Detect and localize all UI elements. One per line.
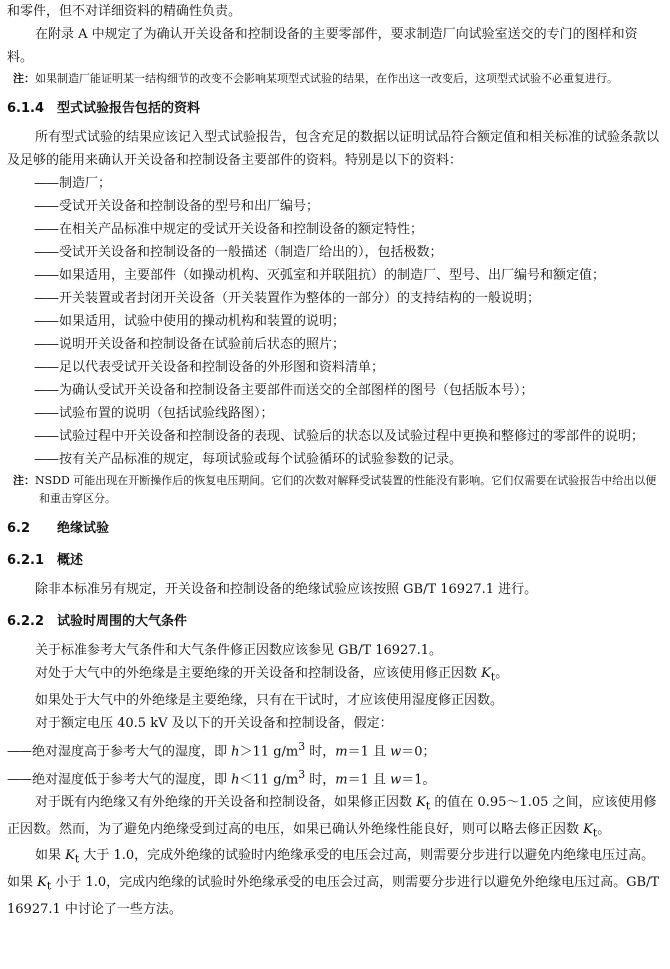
paragraph: 关于标准参考大气条件和大气条件修正因数应该参见 GB/T 16927.1。 bbox=[35, 643, 443, 658]
report-item: —— 试验过程中开关设备和控制设备的表现、试验后的状态以及试验过程中更换和整修过的零部件的说明； bbox=[34, 425, 660, 448]
text: 如果 bbox=[35, 848, 66, 864]
paragraph: 所有型式试验的结果应该记入型式试验报告，包含充足的数据以证明试品符合额定值和相关标准的试验条款以及足够的能用来确认开关设备和控制设备主要部件的资料。特别是以下的资料： bbox=[7, 130, 660, 168]
note-text: 如果制造厂能证明某一结构细节的改变不会影响某项型式试验的结果，在作出这一改变后，这项型式试验不必重复进行。 bbox=[35, 72, 618, 85]
paragraph: 如果处于大气中的外绝缘是主要绝缘，只有在干试时，才应该使用湿度修正因数。 bbox=[35, 692, 504, 708]
report-item: —— 为确认受试开关设备和控制设备主要部件而送交的全部图样的图号（包括版本号）； bbox=[34, 379, 660, 402]
paragraph bbox=[7, 791, 660, 844]
paragraph: 在附录 A 中规定了为确认开关设备和控制设备的主要零部件，要求制造厂向试验室送交的专门的图样和资料。 bbox=[7, 27, 638, 65]
note bbox=[7, 70, 660, 88]
section-number: 6.1.4 bbox=[7, 101, 45, 116]
text: 时， bbox=[305, 772, 336, 788]
paragraph bbox=[7, 844, 660, 920]
report-items-list bbox=[7, 172, 660, 471]
section-number: 6.2.2 bbox=[7, 614, 45, 629]
text: 大于 1.0，完成外绝缘的试验时内绝缘承受的电压会过高，则需要分步进行以避免内绝缘电压过高。如果 bbox=[7, 848, 655, 891]
condition-item bbox=[7, 735, 660, 763]
text: 绝对湿度低于参考大气的湿度，即 bbox=[32, 772, 232, 788]
section-number: 6.2 bbox=[7, 521, 31, 536]
symbol: w bbox=[390, 772, 402, 788]
paragraph: 除非本标准另有规定，开关设备和控制设备的绝缘试验应该按照 GB/T 16927.1 进行。 bbox=[35, 582, 538, 597]
text: 时， bbox=[305, 743, 336, 759]
symbol: K bbox=[65, 848, 75, 864]
note-text: NSDD 可能出现在开断操作后的恢复电压期间。它们的次数对解释受试装置的性能没有影响。它们仅需要在试验报告中给出以便和重击穿区分。 bbox=[35, 474, 657, 505]
text: ＝1。 bbox=[401, 772, 436, 788]
paragraph bbox=[7, 662, 660, 689]
text: ＝0； bbox=[401, 743, 436, 759]
subscript: t bbox=[46, 879, 52, 893]
note bbox=[7, 472, 660, 508]
report-item: —— 如果适用，主要部件（如操动机构、灭弧室和并联阻抗）的制造厂、型号、出厂编号和额定值； bbox=[34, 264, 660, 287]
condition-item bbox=[7, 763, 660, 791]
section-heading-6-2-1 bbox=[7, 549, 660, 572]
report-item: —— 受试开关设备和控制设备的一般描述（制造厂给出的），包括极数； bbox=[34, 241, 660, 264]
section-title: 绝缘试验 bbox=[57, 521, 110, 536]
text: ＜11 g/m bbox=[239, 772, 299, 788]
section-title: 概述 bbox=[57, 553, 84, 568]
text: 。 bbox=[495, 666, 509, 681]
paragraph: 和零件，但不对详细资料的精确性负责。 bbox=[7, 4, 242, 19]
section-heading-6-2-2 bbox=[7, 610, 660, 633]
subscript: t bbox=[592, 826, 598, 840]
symbol: K bbox=[416, 795, 426, 811]
report-item: —— 足以代表受试开关设备和控制设备的外形图和资料清单； bbox=[34, 356, 660, 379]
paragraph: 对于额定电压 40.5 kV 及以下的开关设备和控制设备，假定： bbox=[35, 715, 393, 731]
superscript: 3 bbox=[298, 739, 306, 753]
text: 对于既有内绝缘又有外绝缘的开关设备和控制设备，如果修正因数 bbox=[35, 795, 417, 811]
symbol: h bbox=[231, 772, 240, 788]
text: ＝1 且 bbox=[347, 772, 391, 788]
text: 对处于大气中的外绝缘是主要绝缘的开关设备和控制设备，应该使用修正因数 bbox=[35, 666, 482, 681]
report-item: —— 开关装置或者封闭开关设备（开关装置作为整体的一部分）的支持结构的一般说明； bbox=[34, 287, 660, 310]
report-item: —— 如果适用，试验中使用的操动机构和装置的说明； bbox=[34, 310, 660, 333]
superscript: 3 bbox=[298, 767, 306, 781]
symbol: K bbox=[583, 821, 593, 837]
report-item: —— 在相关产品标准中规定的受试开关设备和控制设备的额定特性； bbox=[34, 218, 660, 241]
text: 的值在 0.95～1.05 之间，应该使用修正因数。然而，为了避免内绝缘受到过高的电压，如果已确认外绝缘性能良好，则可以略去修正因数 bbox=[7, 795, 657, 837]
text: 。 bbox=[597, 821, 611, 837]
section-title: 型式试验报告包括的资料 bbox=[57, 101, 201, 116]
condition-list bbox=[7, 735, 660, 792]
section-number: 6.2.1 bbox=[7, 553, 45, 568]
symbol: m bbox=[335, 743, 348, 759]
note-label: 注： bbox=[13, 72, 35, 85]
symbol: h bbox=[231, 743, 240, 759]
report-item: —— 受试开关设备和控制设备的型号和出厂编号； bbox=[34, 195, 660, 218]
section-heading-6-2 bbox=[7, 517, 660, 540]
text: 小于 1.0，完成内绝缘的试验时外绝缘承受的电压会过高，则需要分步进行以避免外绝缘电压过高。GB/T 16927.1 中讨论了一些方法。 bbox=[7, 875, 660, 917]
subscript: t bbox=[425, 799, 431, 813]
text: 绝对湿度高于参考大气的湿度，即 bbox=[32, 743, 232, 759]
section-title: 试验时周围的大气条件 bbox=[57, 614, 188, 629]
report-item: —— 按有关产品标准的规定，每项试验或每个试验循环的试验参数的记录。 bbox=[34, 448, 660, 471]
symbol: K bbox=[37, 875, 47, 891]
symbol: w bbox=[390, 743, 402, 759]
subscript: t bbox=[490, 670, 496, 684]
section-heading-6-1-4 bbox=[7, 97, 660, 120]
report-item: —— 说明开关设备和控制设备在试验前后状态的照片； bbox=[34, 333, 660, 356]
symbol: m bbox=[335, 772, 348, 788]
note-label: 注： bbox=[13, 474, 35, 487]
report-item: —— 试验布置的说明（包括试验线路图）； bbox=[34, 402, 660, 425]
text: ＝1 且 bbox=[347, 743, 391, 759]
subscript: t bbox=[74, 853, 80, 867]
symbol: K bbox=[481, 666, 491, 681]
report-item: —— 制造厂； bbox=[34, 172, 660, 195]
text: ＞11 g/m bbox=[239, 743, 299, 759]
